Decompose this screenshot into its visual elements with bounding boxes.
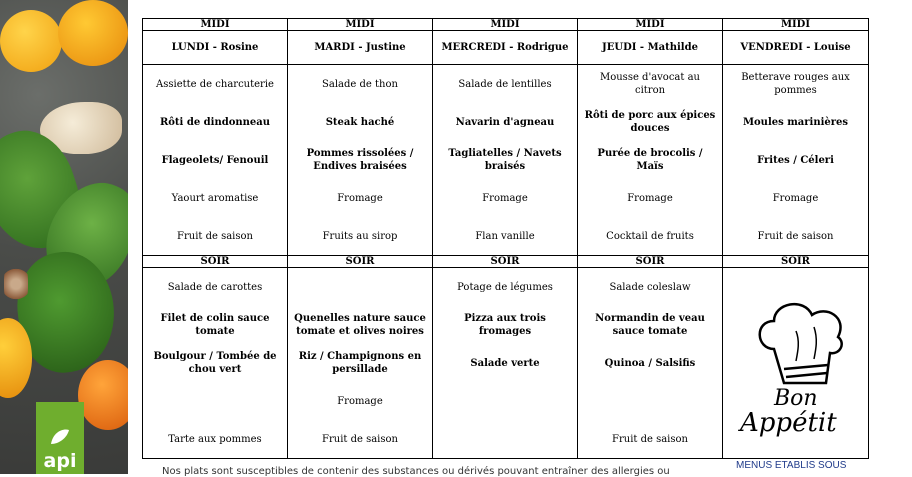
- menu-item: Potage de légumes: [457, 281, 553, 293]
- menu-item: Fruit de saison: [757, 230, 834, 242]
- soir-menu-tuesday: [288, 268, 433, 459]
- chef-hat-bon-appetit-illustration: [726, 291, 866, 441]
- menu-item: Quenelles nature sauce tomate et olives noires: [294, 313, 426, 337]
- menu-item: Filet de colin sauce tomate: [160, 313, 270, 337]
- day-header-thursday: JEUDI - Mathilde: [578, 31, 723, 65]
- menus-etablis-note: MENUS ETABLIS SOUS: [736, 460, 847, 471]
- menu-item: [581, 382, 719, 420]
- midi-label: MIDI: [433, 19, 578, 31]
- menu-item: Rôti de porc aux épices douces: [584, 110, 716, 134]
- day-header-wednesday: MERCREDI - Rodrigue: [433, 31, 578, 65]
- soir-menu-thursday: [578, 268, 723, 459]
- midi-menu-tuesday: [288, 65, 433, 256]
- menu-item: Fromage: [627, 192, 673, 204]
- menu-item: Riz / Champignons en persillade: [298, 351, 422, 375]
- menu-item: Fruits au sirop: [322, 230, 398, 242]
- menu-item: Boulgour / Tombée de chou vert: [153, 351, 277, 375]
- menu-item: Tagliatelles / Navets braisés: [448, 148, 562, 172]
- midi-label: MIDI: [723, 19, 869, 31]
- bon-text: Bon: [774, 386, 818, 411]
- midi-menu-monday: [143, 65, 288, 256]
- menu-item: Mousse d'avocat au citron: [599, 72, 700, 96]
- menu-item: Purée de brocolis / Maïs: [597, 148, 703, 172]
- soir-menu-monday: [143, 268, 288, 459]
- appetit-text: Appétit: [740, 408, 837, 438]
- menu-item: Rôti de dindonneau: [159, 116, 271, 128]
- soir-label: SOIR: [433, 256, 578, 268]
- menu-item: [436, 420, 574, 458]
- day-header-monday: LUNDI - Rosine: [143, 31, 288, 65]
- menu-item: Fromage: [482, 192, 528, 204]
- menu-item: Betterave rouges aux pommes: [741, 72, 850, 96]
- menu-item: Tarte aux pommes: [168, 433, 262, 445]
- allergen-note: Nos plats sont susceptibles de contenir des substances ou dérivés pouvant entraîner des allergies ou: [162, 466, 670, 477]
- menu-item: Salade de thon: [322, 78, 398, 90]
- day-header-row: [143, 31, 869, 65]
- soir-label-row: [143, 256, 869, 268]
- menu-item: Frites / Céleri: [757, 154, 834, 166]
- menu-item: Salade de lentilles: [458, 78, 552, 90]
- menu-item: Yaourt aromatise: [171, 192, 259, 204]
- midi-menu-row: [143, 65, 869, 256]
- soir-label: SOIR: [143, 256, 288, 268]
- midi-label-row: [143, 19, 869, 31]
- menu-item: Salade de carottes: [167, 281, 263, 293]
- menu-item: Quinoa / Salsifis: [604, 357, 696, 369]
- soir-label: SOIR: [578, 256, 723, 268]
- api-logo: [36, 402, 84, 474]
- weekly-menu-table: [142, 18, 869, 459]
- logo-text: api: [43, 450, 77, 472]
- peppercorn-image: [4, 262, 28, 306]
- soir-label: SOIR: [288, 256, 433, 268]
- menu-item: Flan vanille: [475, 230, 535, 242]
- yellow-tomato-image: [0, 10, 62, 72]
- leaf-icon: [49, 428, 71, 446]
- menu-item: Salade verte: [470, 357, 540, 369]
- menu-item: Steak haché: [325, 116, 395, 128]
- orange-tomato-image: [58, 0, 128, 66]
- midi-label: MIDI: [578, 19, 723, 31]
- menu-item: [436, 382, 574, 420]
- menu-item: Assiette de charcuterie: [156, 78, 274, 90]
- menu-item: Fromage: [337, 192, 383, 204]
- menu-item: Fromage: [772, 192, 819, 204]
- soir-menu-row: [143, 268, 869, 459]
- menu-item: [146, 382, 284, 420]
- menu-item: Pizza aux trois fromages: [464, 313, 546, 337]
- menu-item: Normandin de veau sauce tomate: [595, 313, 705, 337]
- menu-item: Flageolets/ Fenouil: [161, 154, 269, 166]
- menu-item: Cocktail de fruits: [606, 230, 694, 242]
- menu-item: Moules marinières: [742, 116, 849, 128]
- midi-menu-thursday: [578, 65, 723, 256]
- day-header-tuesday: MARDI - Justine: [288, 31, 433, 65]
- bon-appetit-cell: [723, 268, 869, 459]
- soir-label: SOIR: [723, 256, 869, 268]
- menu-item: Fruit de saison: [612, 433, 688, 445]
- menu-item: Fromage: [337, 395, 383, 407]
- midi-label: MIDI: [288, 19, 433, 31]
- menu-item: Fruit de saison: [177, 230, 253, 242]
- orange-tomato-image: [78, 360, 128, 430]
- menu-item: Pommes rissolées / Endives braisées: [306, 148, 414, 172]
- menu-item: Navarin d'agneau: [455, 116, 555, 128]
- midi-menu-wednesday: [433, 65, 578, 256]
- vegetables-photo: [0, 0, 128, 474]
- chef-hat-icon: [760, 304, 842, 383]
- day-header-friday: VENDREDI - Louise: [723, 31, 869, 65]
- soir-menu-wednesday: [433, 268, 578, 459]
- menu-item: Salade coleslaw: [609, 281, 691, 293]
- menu-item: [291, 268, 429, 306]
- midi-menu-friday: [723, 65, 869, 256]
- midi-label: MIDI: [143, 19, 288, 31]
- menu-item: Fruit de saison: [322, 433, 398, 445]
